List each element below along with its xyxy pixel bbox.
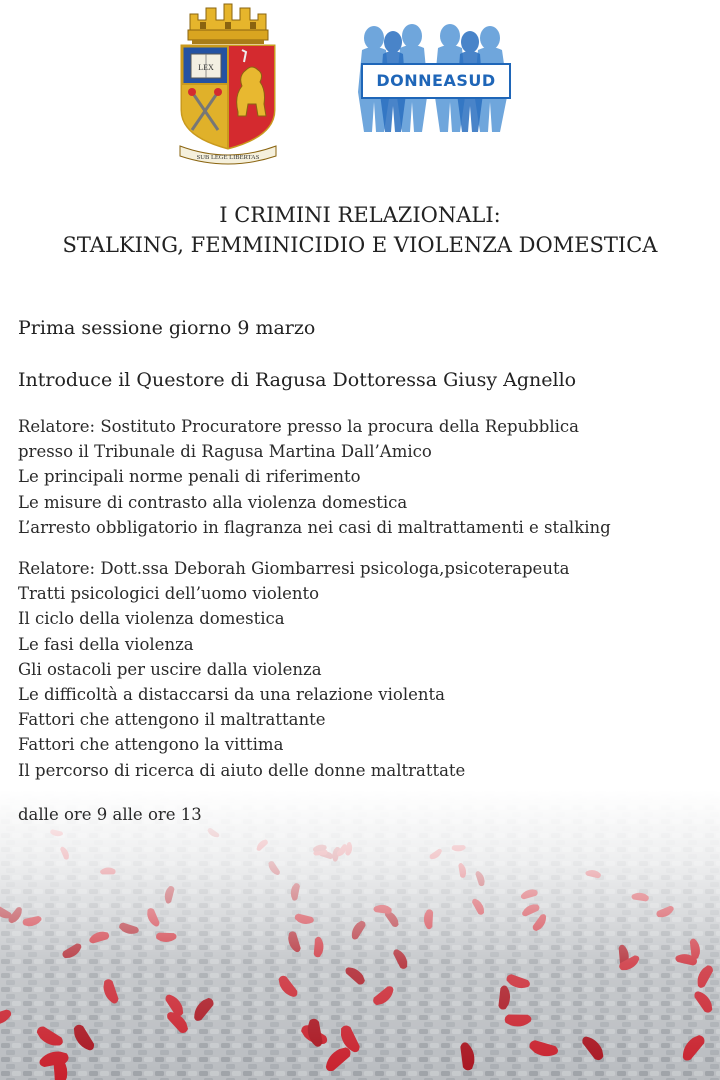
svg-text:LEX: LEX (198, 63, 214, 72)
title-line-1: I CRIMINI RELAZIONALI: (219, 203, 501, 227)
title-line-2: STALKING, FEMMINICIDIO E VIOLENZA DOMESTICA (62, 233, 658, 257)
speaker-2-topic: Tratti psicologici dell’uomo violento (18, 584, 320, 604)
speaker-1-topic: Le principali norme penali di riferimento (18, 467, 361, 487)
speaker-1-line: Relatore: Sostituto Procuratore presso la procura della Repubblica (18, 417, 579, 436)
speaker-1-section (18, 414, 708, 540)
speaker-2-topic: Gli ostacoli per uscire dalla violenza (18, 659, 322, 679)
speaker-2-topic: Le difficoltà a distaccarsi da una relazione violenta (18, 685, 445, 705)
schedule-time: dalle ore 9 alle ore 13 (18, 805, 202, 824)
page-title (0, 200, 720, 260)
donneasud-logo-label: DONNEASUD (376, 71, 496, 90)
header-logos (0, 0, 720, 175)
speaker-2-topic: Il ciclo della violenza domestica (18, 609, 285, 629)
speaker-2-section (18, 556, 708, 783)
session-date: Prima sessione giorno 9 marzo (18, 317, 316, 339)
speaker-2-topic: Le fasi della violenza (18, 634, 194, 654)
speaker-1-topic: L’arresto obbligatorio in flagranza nei casi di maltrattamenti e stalking (18, 517, 611, 537)
speaker-1-topic: Le misure di contrasto alla violenza domestica (18, 492, 408, 512)
red-shoes-photo (0, 790, 720, 1080)
svg-text:SUB LEGE LIBERTAS: SUB LEGE LIBERTAS (196, 154, 260, 161)
speaker-2-line: Relatore: Dott.ssa Deborah Giombarresi psicologa,psicoterapeuta (18, 559, 570, 578)
speaker-2-topic: Il percorso di ricerca di aiuto delle donne maltrattate (18, 760, 466, 780)
police-crest-icon (172, 0, 284, 168)
speaker-2-topic: Fattori che attengono il maltrattante (18, 710, 326, 730)
introduction: Introduce il Questore di Ragusa Dottoressa Giusy Agnello (18, 369, 577, 391)
speaker-1-line: presso il Tribunale di Ragusa Martina Dall’Amico (18, 442, 432, 462)
speaker-2-topic: Fattori che attengono la vittima (18, 735, 284, 755)
